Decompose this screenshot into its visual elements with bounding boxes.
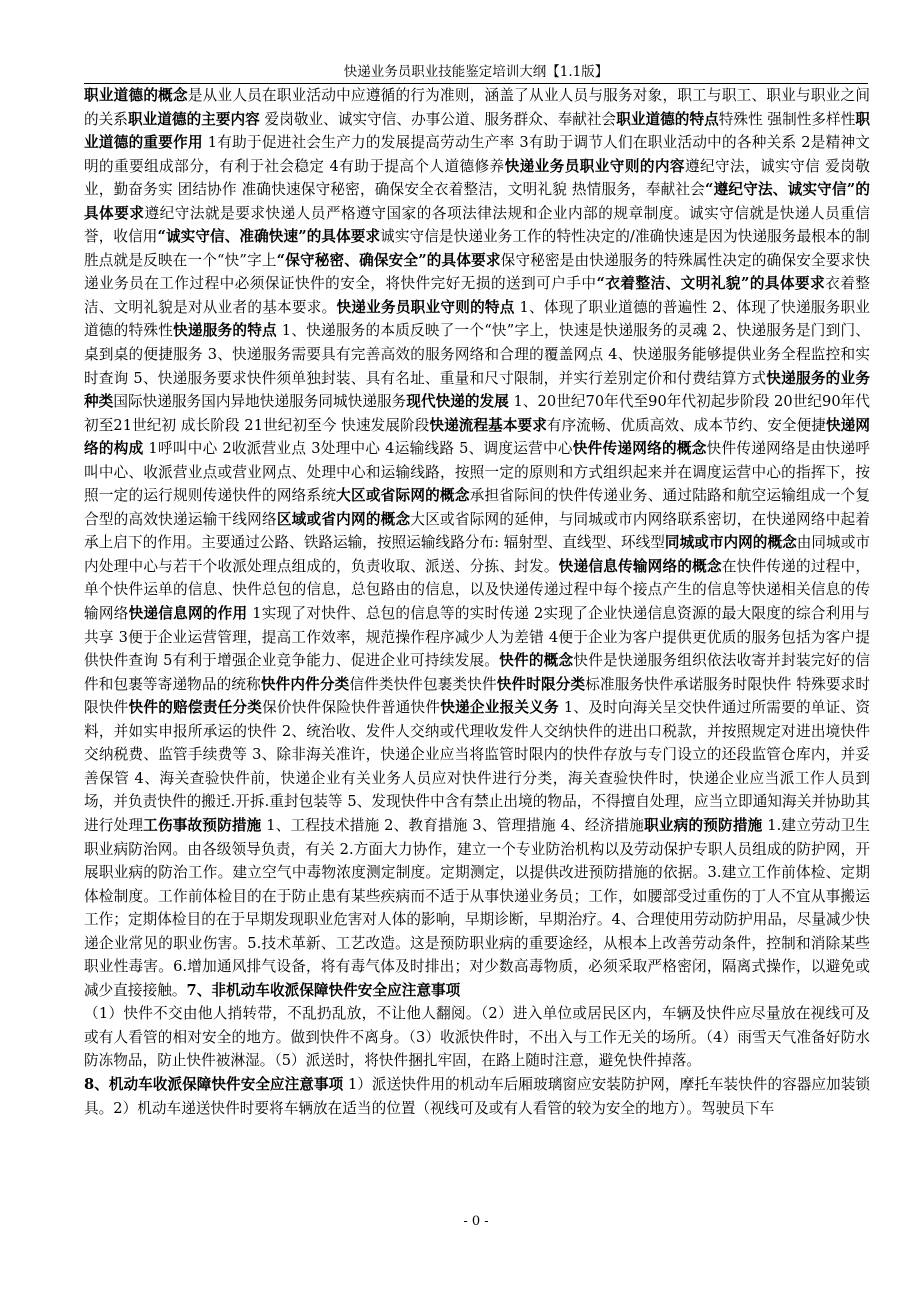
- body-run: 1、工程技术措施 2、教育措施 3、管理措施 4、经济措施: [261, 816, 645, 834]
- body-run: 在快件传递的过程中，单个快件运单的信息、快件总包的信息，总包路由的信息，以及快递传递过程中每个接点产生的信息等快递相关信息的传输网络: [84, 557, 870, 623]
- body-run: 1、快递服务的本质反映了一个“快”字上，快速是快递服务的灵魂 2、快递服务是门到门、桌到桌的便捷服务 3、快递服务需要具有完善高效的服务网络和合理的覆盖网点 4、快递服务能够提供业务全程监控和实时查询 5、快递服务要求快件须单独封装、具有名址、重量和尺寸限制，并实行差别定价和付费结算方式: [84, 322, 870, 387]
- body-run: 1.建立劳动卫生职业病防治网。由各级领导负责，有关 2.方面大力协作，建立一个专业防治机构以及劳动保护专职人员组成的防护网，开展职业病的防治工作。建立空气中毒物浓度测定制度。定期测定，以提供改进预防措施的依据。3.建立工作前体检、定期体检制度。工作前体检目的在于防止患有某些疾病而不适于从事快递业务员；工作，如腰部受过重伤的丁人不宜从事搬运工作；定期体检目的在于早期发现职业危害对人体的影响，早期诊断，早期治疗。4、合理使用劳动防护用品，尽量减少快递企业常见的职业伤害。5.技术革新、工艺改造。这是预防职业病的重要途经，从根本上改善劳动条件，控制和消除某些职业性毒害。6.增加通风排气设备，将有毒气体及时排出；对少数高毒物质，必须采取严格密闭，隔离式操作，以避免或减少直接接触。: [84, 816, 870, 999]
- body-run: 遵纪守法就是要求快递人员严格遵守国家的各项法律法规和企业内部的规章制度。诚实守信就是快递人员重信誉，收信用: [84, 204, 870, 246]
- section-heading: 快件的概念: [499, 652, 574, 670]
- body-run: 特殊性 强制性多样性: [718, 110, 856, 128]
- running-header: 快递业务员职业技能鉴定培训大纲【1.1版】: [343, 64, 609, 80]
- body-run: 国际快递服务国内异地快递服务同城快递服务: [113, 393, 407, 411]
- section-heading: 快递业务员职业守则的特点: [336, 298, 515, 316]
- body-run: 由同城或市内处理中心与若干个收派处理点组成的，负责收取、派送、分拣、封发。: [84, 534, 870, 575]
- section-heading: 职业道德的概念: [84, 87, 188, 104]
- body-run: 1）派送快件用的机动车后厢玻璃窗应安装防护网，摩托车装快件的容器应加装锁具。2）机动车递送快件时要将车辆放在适当的位置（视线可及或有人看管的较为安全的地方）。驾驶员下车: [84, 1075, 870, 1117]
- body-run: 标准服务快件承诺服务时限快件 特殊要求时限快件: [84, 675, 870, 717]
- section-heading: 职业病的预防措施: [644, 816, 763, 834]
- section-heading: 职业道德的特点: [616, 110, 719, 128]
- body-run: 遵纪守法，诚实守信 爱岗敬业，勤奋务实 团结协作 准确快速保守秘密，确保安全衣着整洁，文明礼貌 热情服务，奉献社会: [84, 157, 870, 199]
- body-run: 大区或省际网的延伸，与同城或市内网络联系密切，在快递网络中起着承上启下的作用。主要通过公路、铁路运输，按照运输线路分布: 辐射型、直线型、环线型: [84, 510, 870, 552]
- body-run: 保守秘密是由快递服务的特殊属性决定的确保安全要求快递业务员在工作过程中必须保证快件的安全，将快件完好无损的送到可户手中: [84, 251, 870, 293]
- section-heading: 现代快递的发展: [406, 393, 509, 411]
- section-heading: 快件的赔偿责任分类: [128, 699, 263, 717]
- body-run: （1）快件不交由他人捎转带，不乱扔乱放，不让他人翻阅。（2）进入单位或居民区内，车辆及快件应尽量放在视线可及或有人看管的相对安全的地方。做到快件不离身。（3）收派快件时，不出入与工作无关的场所。（4）雨雪天气准备好防水防冻物品，防止快件被淋湿。（5）派送时，将快件捆扎牢固，在路上随时注意，避免快件掉落。: [84, 1005, 870, 1070]
- section-heading: 快递信息传输网络的概念: [558, 557, 722, 575]
- body-run: 1、20世纪70年代至90年代初起步阶段 20世纪90年代初至21世纪初 成长阶段 21世纪初至今 快速发展阶段: [84, 393, 870, 434]
- section-heading: 工伤事故预防措施: [143, 816, 262, 834]
- section-heading: 8、机动车收派保障快件安全应注意事项: [84, 1075, 344, 1093]
- section-heading: 同城或市内网的概念: [664, 534, 797, 552]
- section-heading: 大区或省际网的概念: [336, 487, 470, 505]
- body-run: 快件是快递服务组织依法收寄并封装完好的信件和包裹等寄递物品的统称: [84, 652, 870, 693]
- body-text: [84, 84, 870, 1202]
- section-heading: 快递服务的业务种类: [84, 369, 870, 411]
- body-run: 诚实守信是快递业务工作的特性决定的/准确快速是因为快递服务最根本的制胜点就是反映在一个“快”字上: [84, 228, 870, 269]
- section-heading: 快递服务的特点: [173, 322, 277, 340]
- section-heading: “诚实守信、准确快速”的具体要求: [157, 228, 381, 246]
- section-heading: 7、非机动车收派保障快件安全应注意事项: [186, 981, 461, 999]
- body-run: 1、体现了职业道德的普遍性 2、体现了快递服务职业道德的特殊性: [84, 298, 870, 340]
- section-heading: 快递网络的构成: [84, 416, 870, 458]
- body-run: 1实现了对快件、总包的信息等的实时传递 2实现了企业快递信息资源的最大限度的综合利用与共享 3便于企业运营管理，提高工作效率，规范操作程序减少人为差错 4便于企业为客户提供更优质的服务包括为客户提供快件查询 5有利于增强企业竞争能力、促进企业可持续发展。: [84, 605, 870, 670]
- body-run: 爱岗敬业、诚实守信、办事公道、服务群众、奉献社会: [259, 110, 617, 128]
- section-heading: 快递企业报关义务: [440, 699, 559, 717]
- section-heading: 区域或省内网的概念: [276, 510, 411, 528]
- body-run: 是从业人员在职业活动中应遵循的行为准则，涵盖了从业人员与服务对象，职工与职工、职业与职业之间的关系: [84, 87, 870, 128]
- body-run: 信件类快件包裹类快件: [349, 675, 497, 693]
- body-run: 1有助于促进社会生产力的发展提高劳动生产率 3有助于调节人们在职业活动中的各种关系 2是精神文明的重要组成部分，有利于社会稳定 4有助于提高个人道德修养: [84, 134, 870, 175]
- section-heading: 职业道德的重要作用: [84, 110, 870, 152]
- body-run: 承担省际间的快件传递业务、通过陆路和航空运输组成一个复合型的高效快递运输干线网络: [84, 487, 870, 528]
- section-heading: 快件传递网络的概念: [572, 440, 707, 458]
- section-heading: “遵纪守法、诚实守信”的具体要求: [84, 181, 870, 222]
- body-run: 有序流畅、优质高效、成本节约、安全便捷: [546, 416, 826, 434]
- section-heading: 快递信息网的作用: [128, 605, 248, 623]
- body-run: 1呼叫中心 2收派营业点 3处理中心 4运输线路 5、调度运营中心: [143, 440, 573, 458]
- body-run: 保价快件保险快件普通快件: [262, 699, 441, 717]
- body-run: 快件传递网络是由快递呼叫中心、收派营业点或营业网点、处理中心和运输线路，按照一定的原则和方式组织起来并在调度运营中心的指挥下，按照一定的运行规则传递快件的网络系统: [84, 440, 870, 505]
- section-heading: 快递流程基本要求: [429, 416, 547, 434]
- section-heading: 快件内件分类: [260, 675, 350, 693]
- section-heading: 职业道德的主要内容: [127, 110, 260, 128]
- body-run: 1、及时向海关呈交快件通过所需要的单证、资料，并如实申报所承运的快件 2、统治收、发件人交纳或代理收发件人交纳快件的进出口税款，并按照规定对进出境快件交纳税费、监管手续费等 3、除非海关准许，快递企业应当将监管时限内的快件存放与专门设立的还段监管仓库内，并妥善保管 4、海关查验快件前，快递企业有关业务人员应对快件进行分类，海关查验快件时，快递企业应当派工作人员到场，并负责快件的搬迁.开拆.重封包装等 5、发现快件中含有禁止出境的物品，不得擅自处理，应当立即通知海关并协助其进行处理: [84, 699, 870, 834]
- section-heading: 快件时限分类: [496, 675, 586, 693]
- section-heading: “保守秘密、确保安全”的具体要求: [276, 251, 501, 269]
- section-heading: “衣着整洁、文明礼貌”的具体要求: [596, 275, 826, 293]
- page-number: - 0 -: [463, 1214, 489, 1229]
- body-run: 衣着整洁、文明礼貌是对从业者的基本要求。: [84, 275, 870, 316]
- section-heading: 快递业务员职业守则的内容: [504, 157, 685, 175]
